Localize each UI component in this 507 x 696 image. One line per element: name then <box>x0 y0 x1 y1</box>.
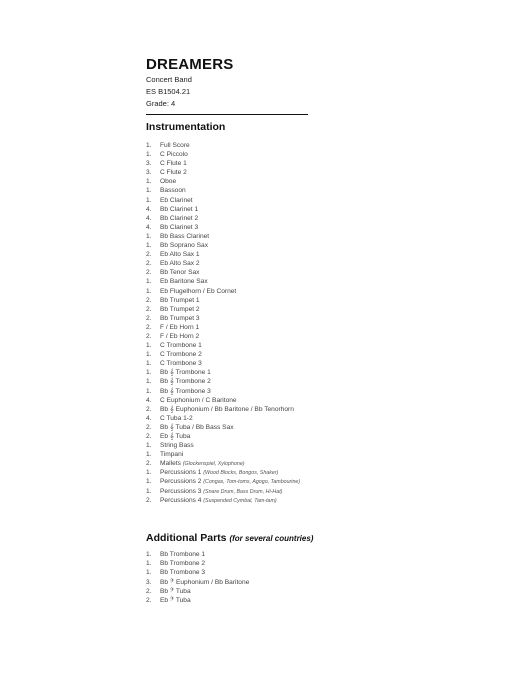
part-quantity: 1. <box>146 242 152 250</box>
part-quantity: 4. <box>146 214 152 222</box>
part-name: Oboe <box>160 178 177 186</box>
part-name: Bb Trombone 3 <box>160 569 206 577</box>
part-note: (Glockenspiel, Xylophone) <box>182 461 245 468</box>
part-name: C Flute 2 <box>160 169 187 177</box>
grade-label: Grade: 4 <box>146 99 176 108</box>
part-name: Bb Trombone 1 <box>160 551 206 558</box>
list-item <box>146 277 300 286</box>
list-item <box>146 423 300 432</box>
part-name: Percussions 2 <box>160 478 202 486</box>
list-item <box>146 350 300 359</box>
part-quantity: 2. <box>146 423 152 431</box>
part-quantity: 4. <box>146 223 152 231</box>
part-name: Bb Clarinet 3 <box>160 223 199 231</box>
part-name: C Flute 1 <box>160 160 187 168</box>
part-name: Bassoon <box>160 187 186 195</box>
part-name: Bb 𝄞 Tuba / Bb Bass Sax <box>160 423 234 431</box>
part-quantity: 1. <box>146 360 152 368</box>
list-item <box>146 441 300 450</box>
part-name: Bb Trumpet 3 <box>160 314 200 322</box>
part-name: Bb Clarinet 2 <box>160 214 199 222</box>
list-item <box>146 477 300 486</box>
part-name: F / Eb Horn 2 <box>160 332 200 340</box>
part-quantity: 1. <box>146 278 152 286</box>
part-quantity: 2. <box>146 269 152 277</box>
part-quantity: 1. <box>146 187 152 195</box>
part-name: Bb Tenor Sax <box>160 269 200 277</box>
list-item <box>146 186 300 195</box>
list-item <box>146 405 300 414</box>
part-quantity: 2. <box>146 460 152 468</box>
part-name: Bb Trumpet 1 <box>160 296 200 304</box>
part-quantity: 1. <box>146 178 152 186</box>
part-name: Eb 𝄞 Tuba <box>160 433 191 440</box>
part-quantity: 2. <box>146 496 152 504</box>
list-item <box>146 268 300 277</box>
list-item <box>146 205 300 214</box>
part-name: Eb 𝄢 Tuba <box>160 596 191 604</box>
part-quantity: 1. <box>146 451 152 459</box>
list-item <box>146 496 300 505</box>
part-note: (Wood Blocks, Bongos, Shaker) <box>203 470 279 477</box>
part-quantity: 2. <box>146 296 152 304</box>
part-name: Bb 𝄞 Trombone 3 <box>160 387 211 395</box>
list-item <box>146 450 300 459</box>
ensemble-type: Concert Band <box>146 75 192 84</box>
list-item <box>146 177 300 186</box>
part-quantity: 2. <box>146 587 152 595</box>
list-item <box>146 468 300 477</box>
list-item <box>146 250 300 259</box>
part-quantity: 1. <box>146 287 152 295</box>
part-quantity: 1. <box>146 569 152 577</box>
list-item <box>146 150 300 159</box>
list-item <box>146 568 249 577</box>
list-item <box>146 487 300 496</box>
part-name: Bb 𝄞 Trombone 1 <box>160 369 211 377</box>
part-name: C Tuba 1-2 <box>160 414 193 422</box>
list-item <box>146 168 300 177</box>
part-name: C Trombone 1 <box>160 342 202 350</box>
list-item <box>146 587 249 596</box>
part-quantity: 2. <box>146 332 152 340</box>
additional-parts-heading <box>146 532 313 544</box>
part-name: C Trombone 3 <box>160 360 202 368</box>
list-item <box>146 214 300 223</box>
part-quantity: 2. <box>146 305 152 313</box>
part-quantity: 1. <box>146 351 152 359</box>
list-item <box>146 259 300 268</box>
catalog-code: ES B1504.21 <box>146 87 191 96</box>
part-quantity: 1. <box>146 369 152 377</box>
header-divider <box>146 114 308 115</box>
part-quantity: 1. <box>146 551 152 558</box>
part-quantity: 2. <box>146 323 152 331</box>
list-item <box>146 377 300 386</box>
part-name: Bb Clarinet 1 <box>160 205 199 213</box>
additional-parts-title: Additional Parts <box>146 532 227 544</box>
list-item <box>146 314 300 323</box>
list-item <box>146 196 300 205</box>
part-name: Bb Trumpet 2 <box>160 305 200 313</box>
part-note: (Suspended Cymbal, Tam-tam) <box>203 497 277 504</box>
part-quantity: 4. <box>146 396 152 404</box>
part-name: Bb 𝄞 Trombone 2 <box>160 378 211 386</box>
part-name: Eb Alto Sax 1 <box>160 251 200 259</box>
list-item <box>146 332 300 341</box>
part-name: Bb 𝄞 Euphonium / Bb Baritone / Bb Tenorhorn <box>160 405 294 413</box>
part-name: Eb Baritone Sax <box>160 278 208 286</box>
list-item <box>146 459 300 468</box>
part-quantity: 1. <box>146 378 152 386</box>
part-quantity: 2. <box>146 405 152 413</box>
part-name: Bb Trombone 2 <box>160 560 206 568</box>
part-name: Eb Clarinet <box>160 196 193 204</box>
part-quantity: 1. <box>146 232 152 240</box>
part-name: Bb Soprano Sax <box>160 242 209 250</box>
part-name: Timpani <box>160 451 184 459</box>
part-name: Eb Alto Sax 2 <box>160 260 200 268</box>
instrumentation-heading: Instrumentation <box>146 121 226 133</box>
part-quantity: 1. <box>146 342 152 350</box>
part-note: (Congas, Tom-toms, Agogo, Tambourine) <box>203 479 301 486</box>
list-item <box>146 296 300 305</box>
part-quantity: 3. <box>146 160 152 168</box>
part-quantity: 1. <box>146 469 152 477</box>
part-name: Eb Flugelhorn / Eb Cornet <box>160 287 237 295</box>
list-item <box>146 578 249 587</box>
part-quantity: 2. <box>146 596 152 604</box>
part-quantity: 1. <box>146 142 152 149</box>
additional-parts-list <box>146 550 249 605</box>
list-item <box>146 141 300 150</box>
piece-title: DREAMERS <box>146 56 234 73</box>
part-name: Percussions 4 <box>160 496 202 504</box>
part-name: Bb 𝄢 Euphonium / Bb Baritone <box>160 578 250 586</box>
part-name: C Euphonium / C Baritone <box>160 396 237 404</box>
part-quantity: 1. <box>146 196 152 204</box>
part-quantity: 3. <box>146 169 152 177</box>
part-quantity: 2. <box>146 314 152 322</box>
part-name: Bb 𝄢 Tuba <box>160 587 191 595</box>
part-name: F / Eb Horn 1 <box>160 323 200 331</box>
list-item <box>146 432 300 441</box>
part-name: Mallets <box>160 460 181 468</box>
part-quantity: 2. <box>146 433 152 440</box>
part-name: Percussions 3 <box>160 487 202 495</box>
part-quantity: 4. <box>146 414 152 422</box>
part-name: Percussions 1 <box>160 469 202 477</box>
list-item <box>146 159 300 168</box>
list-item <box>146 223 300 232</box>
list-item <box>146 341 300 350</box>
part-name: String Bass <box>160 442 194 450</box>
additional-parts-subtitle: (for several countries) <box>229 534 314 543</box>
part-quantity: 1. <box>146 560 152 568</box>
part-quantity: 3. <box>146 578 152 586</box>
list-item <box>146 550 249 559</box>
part-name: Full Score <box>160 142 190 149</box>
part-quantity: 2. <box>146 251 152 259</box>
part-name: C Piccolo <box>160 151 188 159</box>
part-name: Bb Bass Clarinet <box>160 232 210 240</box>
part-quantity: 1. <box>146 151 152 159</box>
part-quantity: 1. <box>146 442 152 450</box>
part-quantity: 1. <box>146 387 152 395</box>
part-name: C Trombone 2 <box>160 351 202 359</box>
list-item <box>146 414 300 423</box>
list-item <box>146 396 300 405</box>
list-item <box>146 387 300 396</box>
part-quantity: 1. <box>146 478 152 486</box>
part-quantity: 4. <box>146 205 152 213</box>
list-item <box>146 368 300 377</box>
part-note: (Snare Drum, Bass Drum, Hi-Hat) <box>203 488 283 495</box>
part-quantity: 1. <box>146 487 152 495</box>
list-item <box>146 305 300 314</box>
list-item <box>146 241 300 250</box>
list-item <box>146 232 300 241</box>
list-item <box>146 323 300 332</box>
list-item <box>146 359 300 368</box>
list-item <box>146 287 300 296</box>
part-quantity: 2. <box>146 260 152 268</box>
list-item <box>146 559 249 568</box>
instrumentation-list <box>146 141 300 505</box>
list-item <box>146 596 249 605</box>
